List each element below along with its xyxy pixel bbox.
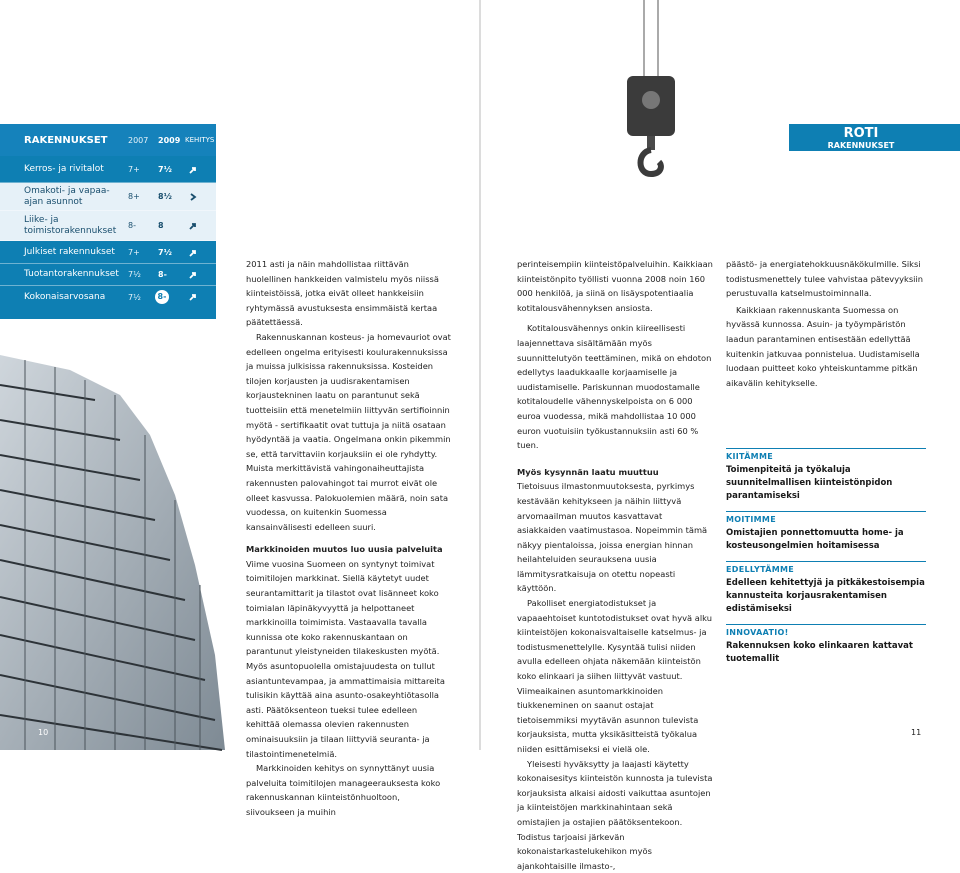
row-2009: 8- (158, 270, 167, 279)
logo-subtitle: RAKENNUKSET (827, 141, 895, 150)
verdict-text: Edelleen kehitettyjä ja pitkäkestoisempia kannusteita korjausrakentamisen edistämiseksi (726, 578, 925, 614)
middle-text-column (517, 257, 713, 873)
subheading: Markkinoiden muutos luo uusia palveluita (246, 544, 443, 555)
verdict-text: Omistajien ponnettomuutta home- ja kosteusongelmien hoitamisessa (726, 528, 904, 551)
paragraph: Kotitalousvähennys onkin kiireellisesti laajennettava sisältämään myös suunnittelutyön teettäminen, mikä on ehdoton edellytys laadukkaalle korjaamiselle ja uudistamiselle. Pariskunnan muodostamalle kotitaloudelle vähennyskelpoista on 6 000 euroa vuodessa, mikä mahdollistaa 10 000 euron vuotuisiin työkustannuksiin asti 60 % tuen. (517, 323, 712, 451)
right-page (481, 0, 960, 871)
left-page (0, 0, 479, 817)
row-2009-wrap (155, 290, 169, 304)
paragraph: Rakennuskannan kosteus- ja homevauriot ovat edelleen ongelma erityisesti koulurakennuksissa ja muissa julkisissa rakennuksissa. Kosteiden tilojen korjausten ja uudisrakentamisen korjaustekninen laatu on parantunut sekä tuotteisiin että menetelmiin liittyvän sertifioinnin myötä - sertifikaatit ovat tuttuja ja niitä osataan hyödyntää ja vaatia. Ongelmana onkin pikemmin se, että tarvittaviin korjauksiin ei ole ryhdytty. Muista merkittävistä vahingonaiheuttajista rakennusten palovahingot tai murrot eivät ole olleet kasvussa. Palokuolemien määrä, noin sata vuodessa, on kuitenkin Suomessa kansainvälisesti edelleen suuri. (246, 331, 451, 532)
trend-up-right-icon (188, 270, 198, 280)
paragraph: Kaikkiaan rakennuskanta Suomessa on hyvässä kunnossa. Asuin- ja työympäristön laadun parantaminen entisestään edellyttää kuitenkin jatkuvaa ponnistelua. Uudistamisella luodaan puitteet koko yhteiskuntamme pitkän aikavälin kehitykselle. (726, 304, 920, 388)
verdict-heading: EDELLYTÄMME (726, 561, 926, 574)
table-row-total (0, 286, 216, 308)
row-2007: 7+ (128, 248, 140, 257)
paragraph: 2011 asti ja näin mahdollistaa riittävän huolellinen hankkeiden valmistelu myös niissä kiinteistöissä, jotka eivät olleet hankkeisiin ryhtymässä avustuksesta ensimmäistä kertaa päätettäessä. (246, 259, 439, 328)
row-2009: 8½ (158, 192, 172, 201)
table-header-trend: KEHITYS (185, 136, 215, 144)
row-2009: 7½ (158, 165, 172, 174)
verdict-text: Rakennuksen koko elinkaaren kattavat tuotemallit (726, 641, 913, 664)
trend-up-right-icon (188, 221, 198, 231)
trend-up-right-icon (188, 165, 198, 175)
trend-up-right-icon (188, 248, 198, 258)
table-row (0, 264, 216, 286)
table-header-2007: 2007 (128, 135, 149, 145)
row-label: Julkiset rakennukset (24, 247, 115, 257)
row-2007: 7+ (128, 165, 140, 174)
roti-logo (811, 126, 911, 150)
paragraph: Markkinoiden kehitys on synnyttänyt uusia palveluita toimitilojen manageerauksesta koko rakennuskannan kiinteistönhuoltoon, siivoukseen ja muihin (246, 763, 441, 817)
paragraph: päästö- ja energiatehokkuusnäkökulmille. Siksi todistusmenettely tulee vahvistaa pätevyyksiin perustuvalla katselmustoiminnalla. (726, 259, 924, 299)
paragraph: Tietoisuus ilmastonmuutoksesta, pyrkimys kestävään kehitykseen ja näihin liittyvä arvomaailman muutos kasvattavat asiakkaiden vaatimustasoa. Nopeimmin tämä näkyy pientaloissa, joissa energian hinnan heilahteluiden seurauksena uusia lämmitysratkaisuja on otettu nopeasti käyttöön. (517, 481, 708, 594)
verdict-box (726, 440, 926, 666)
page-number-left: 10 (38, 728, 49, 737)
row-2009: 7½ (158, 248, 172, 257)
row-label: Kokonaisarvosana (24, 291, 106, 302)
total-grade-badge: 8- (155, 290, 169, 304)
crane-hook-icon (611, 0, 691, 180)
verdict-heading: KIITÄMME (726, 448, 926, 461)
building-photo (0, 335, 225, 750)
table-row (0, 211, 216, 241)
paragraph: Pakolliset energiatodistukset ja vapaaehtoiset kuntotodistukset ovat hyvä alku kiinteistöjen kokonaisvaltaiselle katselmus- ja todistusmenettelylle. Kysyntää tulisi niiden avulla edelleen ohjata näkemään kiinteistön koko elinkaari ja siihen liittyvät vastuut. Viimeaikainen asuntomarkkinoiden tiukkeneminen on saanut ostajat tietoisemmiksi myytävän asunnon tulevista korjauksista, mutta yksikäsitteistä työkalua niiden esittämiseksi ei vielä ole. (517, 598, 712, 754)
row-2007: 7½ (128, 270, 141, 279)
row-2009: 8 (158, 221, 164, 230)
row-label: Liike- ja toimistorakennukset (24, 214, 117, 236)
row-label: Kerros- ja rivitalot (24, 164, 104, 174)
table-header (0, 124, 216, 156)
table-row (0, 242, 216, 264)
table-header-label: RAKENNUKSET (24, 134, 108, 146)
verdict-heading: MOITIMME (726, 511, 926, 524)
row-2007: 7½ (128, 292, 141, 302)
paragraph: Viime vuosina Suomeen on syntynyt toimivat toimitilojen markkinat. Siellä käytetyt uudet seurantamittarit ja tilastot ovat lisänneet koko toimialan läpinäkyvyyttä ja helpottaneet markkinoilla toimimista. Vastaavalla tavalla kunnissa ote koko rakennuskantaan on parantunut yleistyneiden tilakeskusten myötä. Myös asuntopuolella omistajuudesta on tullut asiantuntevampaa, ja ammattimaisia mittareita tulisikin käyttää aina asunto-osakeyhtiötasolla asti. Päätöksenteon tueksi tulee edelleen kehittää olemassa olevien rakennusten ominaisuuksiin ja tilaan liittyviä seuranta- ja tilastointimenetelmiä. (246, 558, 445, 759)
row-2007: 8- (128, 221, 136, 230)
row-label: Omakoti- ja vapaa-ajan asunnot (24, 185, 110, 207)
page-number-right: 11 (911, 728, 922, 737)
table-row (0, 183, 216, 211)
left-text-column (246, 257, 451, 820)
right-text-column (726, 257, 926, 390)
paragraph: Yleisesti hyväksytty ja laajasti käytetty kokonaisesitys kiinteistön kunnosta ja tulevista korjauksista alkaisi aidosti vaikuttaa asuntojen ja kiinteistöjen markkinahintaan sekä omistajien ja ostajien päätöksentekoon. Todistus tarjoaisi järkevän kokonaistarkastelukehikon myös ajankohtaisille ilmasto-, (517, 758, 713, 871)
table-row (0, 157, 216, 183)
row-2007: 8+ (128, 192, 140, 201)
trend-up-right-icon (188, 292, 198, 302)
verdict-text: Toimenpiteitä ja työkaluja suunnitelmallisen kiinteistönpidon parantamiseksi (726, 465, 893, 501)
row-label: Tuotantorakennukset (24, 269, 119, 279)
logo-name: ROTI (843, 126, 879, 141)
trend-right-icon (188, 192, 198, 202)
table-header-2009: 2009 (158, 135, 181, 145)
verdict-heading: INNOVAATIO! (726, 624, 926, 637)
paragraph: perinteisempiin kiinteistöpalveluihin. Kaikkiaan kiinteistönpito työllisti vuonna 2008 noin 160 000 henkilöä, ja siinä on lisäyspotentiaalia kotitalousvähennyksen ansiosta. (517, 259, 713, 313)
subheading: Myös kysynnän laatu muuttuu (517, 466, 659, 477)
